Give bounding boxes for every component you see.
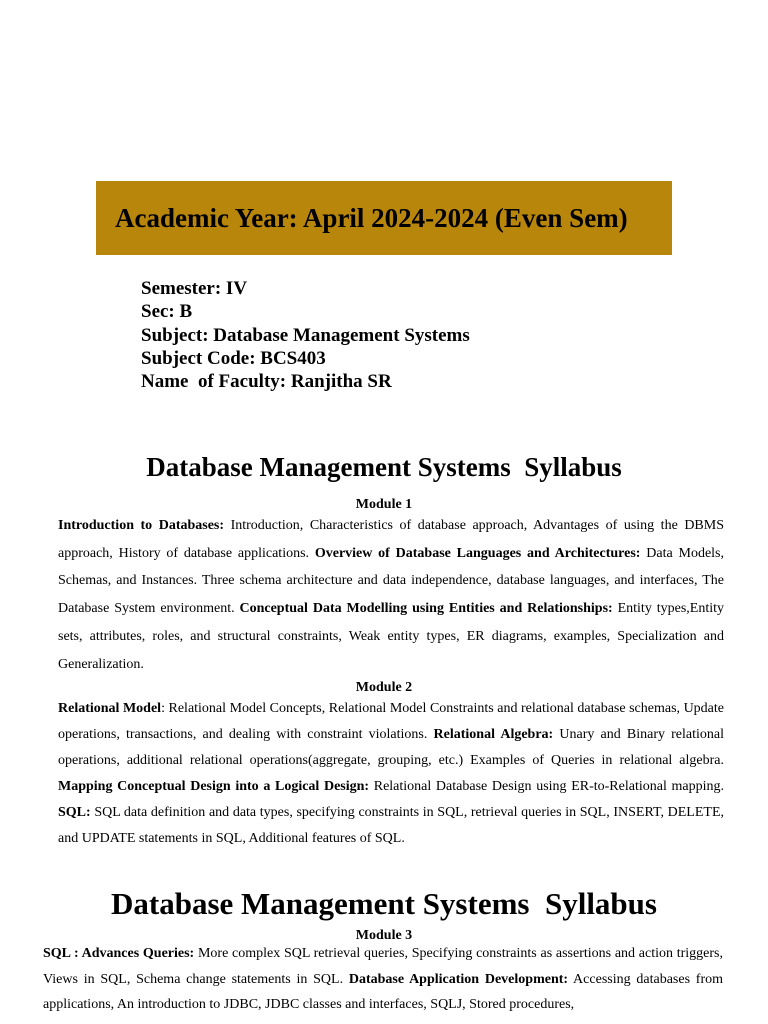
module-2-heading: Module 2 [355, 680, 413, 695]
course-info [141, 277, 470, 393]
module-3-topic-2: Database Application Development: [348, 971, 569, 987]
module-1-topic-2-text: Data Models, Schemas, and Instances. Three schema architecture and data independence, database languages, and interfaces, The Database System environment. [58, 545, 724, 617]
module-3-topic-2-text: Accessing databases from applications, An introduction to JDBC, JDBC classes and interfaces, SQLJ, Stored procedures, [43, 971, 723, 1012]
module-3-topic-1: SQL : Advances Queries: [43, 946, 195, 961]
module-2-topic-2: Relational Algebra: [433, 727, 554, 742]
module-2-topic-2-text: Unary and Binary relational operations, additional relational operations(aggregate, grouping, etc.) Examples of Queries in relational algebra. [58, 727, 724, 768]
module-3-heading: Module 3 [355, 928, 413, 943]
syllabus-title: Database Management Systems Syllabus [146, 452, 622, 482]
academic-year-banner [96, 181, 672, 255]
faculty-label: Name of Faculty: Ranjitha SR [141, 371, 392, 393]
module-2-topic-1-text: : Relational Model Concepts, Relational Model Constraints and relational database schemas, Update operations, transactions, and dealing with constraint violations. [58, 701, 724, 742]
module-1-topic-3: Conceptual Data Modelling using Entities and Relationships: [239, 601, 613, 617]
module-1-topic-3-text: Entity types,Entity sets, attributes, roles, and structural constraints, Weak entity types, ER diagrams, examples, Specialization and Generalization. [58, 601, 724, 672]
syllabus-title-repeat: Database Management Systems Syllabus [111, 886, 657, 921]
module-2-topic-3: Mapping Conceptual Design into a Logical Design: [58, 779, 370, 794]
module-1-topic-1: Introduction to Databases: [58, 518, 225, 533]
subject-label: Subject: Database Management Systems [141, 324, 470, 346]
module-2-topic-4-text: SQL data definition and data types, specifying constraints in SQL, retrieval queries in SQL, INSERT, DELETE, and UPDATE statements in SQL, Additional features of SQL. [58, 805, 724, 846]
academic-year-title: Academic Year: April 2024-2024 (Even Sem) [115, 202, 628, 233]
subject-code-label: Subject Code: BCS403 [141, 347, 326, 369]
semester-label: Semester: IV [141, 278, 248, 299]
section-label: Sec: B [141, 301, 193, 323]
module-2-topic-1: Relational Model [58, 701, 162, 716]
module-1-text [58, 512, 724, 678]
module-1-topic-1-text: Introduction, Characteristics of database approach, Advantages of using the DBMS approach, History of database applications. [58, 518, 725, 561]
module-2-text [58, 696, 724, 852]
module-2-topic-3-text: Relational Database Design using ER-to-Relational mapping. [369, 779, 724, 794]
module-3-topic-1-text: More complex SQL retrieval queries, Specifying constraints as assertions and action triggers, Views in SQL, Schema change statements in SQL. [43, 946, 723, 987]
module-2-topic-4: SQL: [58, 805, 91, 820]
module-3-text [43, 941, 723, 1018]
module-1-heading: Module 1 [355, 497, 413, 512]
module-1-topic-2: Overview of Database Languages and Architectures: [314, 545, 641, 561]
